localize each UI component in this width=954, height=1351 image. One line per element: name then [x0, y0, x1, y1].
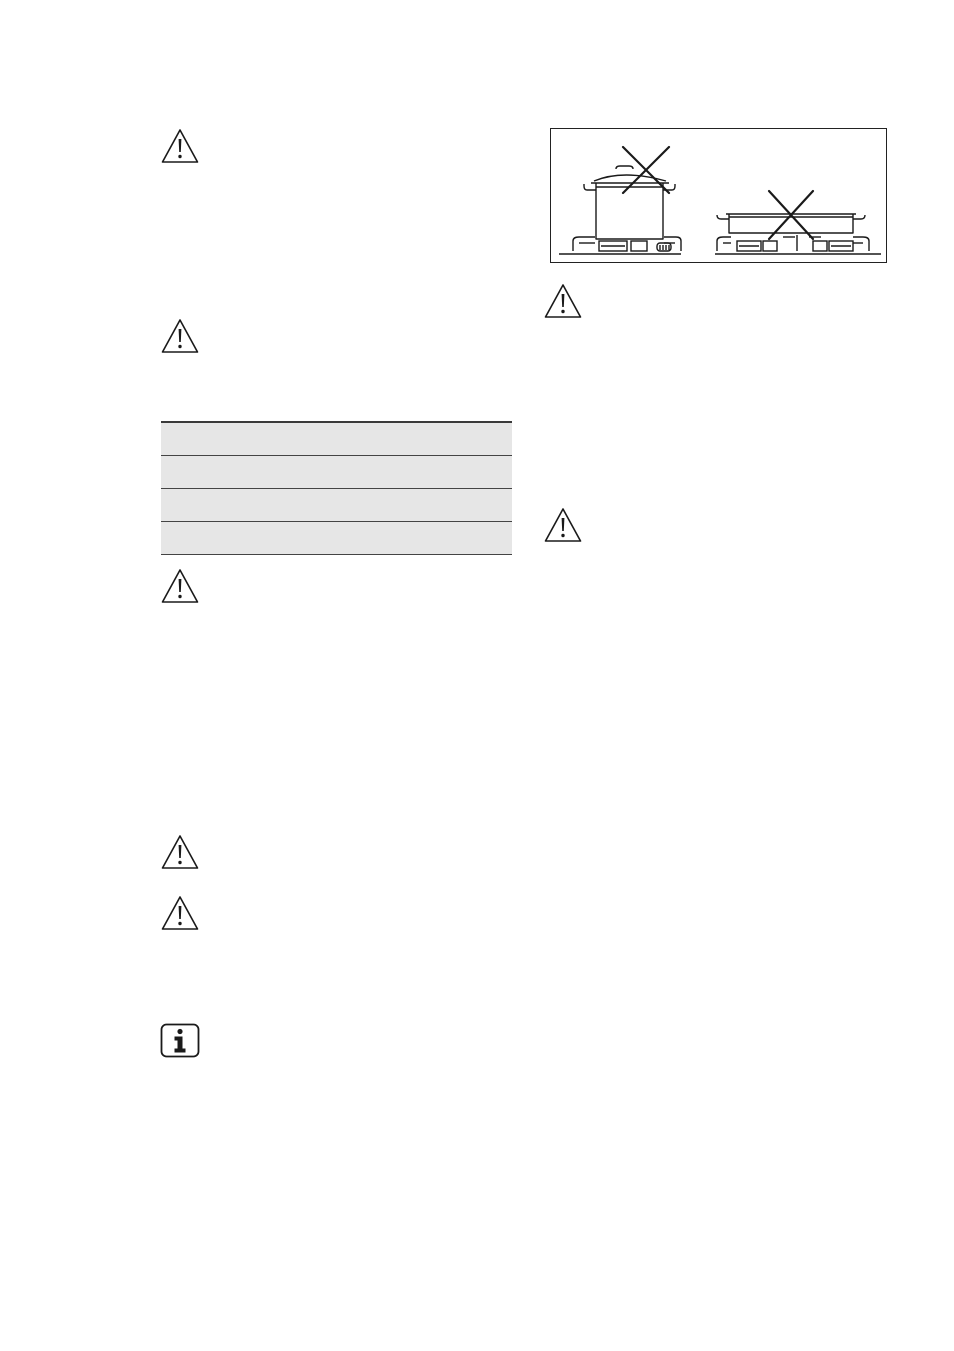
warning-icon: [160, 317, 200, 357]
cross-icon: [769, 191, 813, 239]
cross-icon: [623, 147, 669, 193]
table-row: [161, 456, 512, 489]
pot-icon: [584, 166, 675, 239]
data-table: [161, 421, 512, 555]
warning-icon: [543, 282, 583, 322]
cookware-diagram: [550, 128, 887, 263]
warning-icon: [160, 567, 200, 607]
warning-icon: [160, 127, 200, 167]
warning-icon: [160, 833, 200, 873]
table-row: [161, 489, 512, 522]
burner-icon: [717, 235, 869, 251]
pan-icon: [717, 214, 865, 233]
warning-icon: [543, 506, 583, 546]
warning-icon: [160, 894, 200, 934]
table-row: [161, 522, 512, 555]
table-row: [161, 423, 512, 456]
info-icon: [160, 1023, 200, 1063]
